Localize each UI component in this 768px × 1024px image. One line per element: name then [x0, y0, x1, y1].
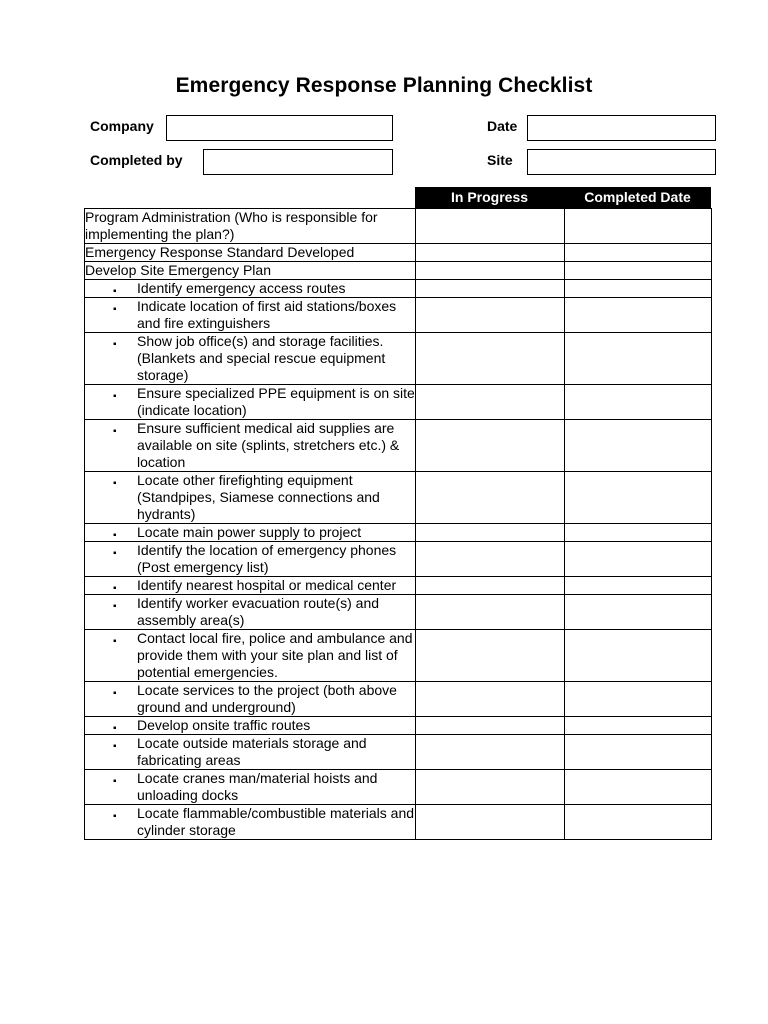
in-progress-cell[interactable]: [416, 385, 565, 420]
checklist-item-label: Locate other firefighting equipment (Standpipes, Siamese connections and hydrants): [137, 472, 380, 522]
checklist-row: [85, 209, 712, 244]
bullet-icon: ▪: [113, 583, 117, 594]
checklist-item-label: Locate services to the project (both above ground and underground): [137, 682, 397, 715]
checklist-table: [84, 208, 712, 840]
in-progress-cell[interactable]: [416, 420, 565, 472]
bullet-icon: ▪: [113, 478, 117, 489]
in-progress-cell[interactable]: [416, 735, 565, 770]
in-progress-cell[interactable]: [416, 280, 565, 298]
in-progress-cell[interactable]: [416, 595, 565, 630]
completed-date-cell[interactable]: [565, 420, 712, 472]
site-field[interactable]: [527, 149, 716, 175]
checklist-item: [85, 420, 416, 472]
checklist-row: [85, 298, 712, 333]
checklist-row: [85, 735, 712, 770]
checklist-row: [85, 420, 712, 472]
checklist-item-label: Ensure specialized PPE equipment is on site (indicate location): [137, 385, 415, 418]
checklist-item-label: Identify the location of emergency phones (Post emergency list): [137, 542, 397, 575]
checklist-row: [85, 770, 712, 805]
checklist-item: [85, 280, 416, 298]
checklist-item: [85, 735, 416, 770]
checklist-item-label: Locate outside materials storage and fabricating areas: [137, 735, 367, 768]
company-field[interactable]: [166, 115, 393, 141]
checklist-item-label: Indicate location of first aid stations/boxes and fire extinguishers: [137, 298, 397, 331]
completed-by-field[interactable]: [203, 149, 393, 175]
completed-date-cell[interactable]: [565, 244, 712, 262]
checklist-item: [85, 472, 416, 524]
checklist-item: [85, 770, 416, 805]
bullet-icon: ▪: [113, 723, 117, 734]
in-progress-cell[interactable]: [416, 682, 565, 717]
completed-date-cell[interactable]: [565, 542, 712, 577]
bullet-icon: ▪: [113, 530, 117, 541]
checklist-row: [85, 717, 712, 735]
completed-date-cell[interactable]: [565, 770, 712, 805]
checklist-header: [415, 187, 711, 208]
in-progress-cell[interactable]: [416, 244, 565, 262]
checklist-item-label: Locate main power supply to project: [137, 524, 362, 540]
completed-date-cell[interactable]: [565, 717, 712, 735]
in-progress-cell[interactable]: [416, 770, 565, 805]
checklist-row: [85, 385, 712, 420]
checklist-row: [85, 333, 712, 385]
date-field[interactable]: [527, 115, 716, 141]
completed-by-label: Completed by: [90, 152, 183, 168]
checklist-item: [85, 577, 416, 595]
checklist-row: [85, 472, 712, 524]
completed-date-header: Completed Date: [584, 189, 691, 205]
bullet-icon: ▪: [113, 304, 117, 315]
checklist-item-label: Show job office(s) and storage facilities. (Blankets and special rescue equipment storage): [137, 333, 386, 383]
bullet-icon: ▪: [113, 741, 117, 752]
bullet-icon: ▪: [113, 339, 117, 350]
completed-date-cell[interactable]: [565, 262, 712, 280]
checklist-row: [85, 280, 712, 298]
completed-date-cell[interactable]: [565, 524, 712, 542]
checklist-row: [85, 595, 712, 630]
checklist-item: [85, 209, 416, 244]
bullet-icon: ▪: [113, 776, 117, 787]
checklist-row: [85, 682, 712, 717]
checklist-item-label: Locate flammable/combustible materials and cylinder storage: [137, 805, 415, 838]
checklist-item-label: Ensure sufficient medical aid supplies are available on site (splints, stretchers etc.) & location: [137, 420, 400, 470]
in-progress-cell[interactable]: [416, 298, 565, 333]
completed-date-cell[interactable]: [565, 280, 712, 298]
bullet-icon: ▪: [113, 636, 117, 647]
checklist-item-label: Locate cranes man/material hoists and unloading docks: [137, 770, 378, 803]
page-title: Emergency Response Planning Checklist: [175, 74, 593, 97]
checklist-item: [85, 333, 416, 385]
date-label: Date: [487, 118, 518, 134]
completed-date-cell[interactable]: [565, 577, 712, 595]
in-progress-cell[interactable]: [416, 542, 565, 577]
in-progress-cell[interactable]: [416, 630, 565, 682]
site-label: Site: [487, 152, 513, 168]
checklist-item-label: Contact local fire, police and ambulance and provide them with your site plan and list of potential emergencies.: [137, 630, 413, 680]
checklist-item-label: Develop onsite traffic routes: [137, 717, 311, 733]
bullet-icon: ▪: [113, 426, 117, 437]
bullet-icon: ▪: [113, 548, 117, 559]
in-progress-cell[interactable]: [416, 805, 565, 840]
in-progress-header: In Progress: [450, 189, 529, 205]
checklist-row: [85, 524, 712, 542]
checklist-item: [85, 244, 416, 262]
completed-date-cell[interactable]: [565, 630, 712, 682]
company-label: Company: [90, 118, 154, 134]
bullet-icon: ▪: [113, 391, 117, 402]
checklist-item: [85, 542, 416, 577]
checklist-item: [85, 717, 416, 735]
checklist-item-label: Identify worker evacuation route(s) and assembly area(s): [137, 595, 380, 628]
checklist-row: [85, 542, 712, 577]
checklist-item: [85, 630, 416, 682]
checklist-item-label: Develop Site Emergency Plan: [85, 262, 271, 278]
completed-date-cell[interactable]: [565, 298, 712, 333]
in-progress-cell[interactable]: [416, 524, 565, 542]
checklist-item: [85, 595, 416, 630]
completed-date-cell[interactable]: [565, 595, 712, 630]
in-progress-cell[interactable]: [416, 262, 565, 280]
checklist-row: [85, 805, 712, 840]
checklist-item: [85, 682, 416, 717]
checklist-item-label: Identify emergency access routes: [137, 280, 346, 296]
bullet-icon: ▪: [113, 811, 117, 822]
in-progress-cell[interactable]: [416, 209, 565, 244]
checklist-item: [85, 805, 416, 840]
completed-date-cell[interactable]: [565, 209, 712, 244]
checklist-item-label: Identify nearest hospital or medical center: [137, 577, 397, 593]
checklist-item: [85, 298, 416, 333]
checklist-item: [85, 524, 416, 542]
checklist-item: [85, 262, 416, 280]
in-progress-cell[interactable]: [416, 333, 565, 385]
checklist-row: [85, 577, 712, 595]
completed-date-cell[interactable]: [565, 333, 712, 385]
bullet-icon: ▪: [113, 688, 117, 699]
bullet-icon: ▪: [113, 601, 117, 612]
completed-date-cell[interactable]: [565, 682, 712, 717]
bullet-icon: ▪: [113, 286, 117, 297]
checklist-row: [85, 262, 712, 280]
in-progress-cell[interactable]: [416, 577, 565, 595]
completed-date-cell[interactable]: [565, 472, 712, 524]
checklist-item: [85, 385, 416, 420]
completed-date-cell[interactable]: [565, 805, 712, 840]
checklist-item-label: Emergency Response Standard Developed: [85, 244, 355, 260]
in-progress-cell[interactable]: [416, 472, 565, 524]
completed-date-cell[interactable]: [565, 735, 712, 770]
completed-date-cell[interactable]: [565, 385, 712, 420]
in-progress-cell[interactable]: [416, 717, 565, 735]
checklist-row: [85, 630, 712, 682]
checklist-row: [85, 244, 712, 262]
checklist-item-label: Program Administration (Who is responsible for implementing the plan?): [85, 209, 378, 242]
